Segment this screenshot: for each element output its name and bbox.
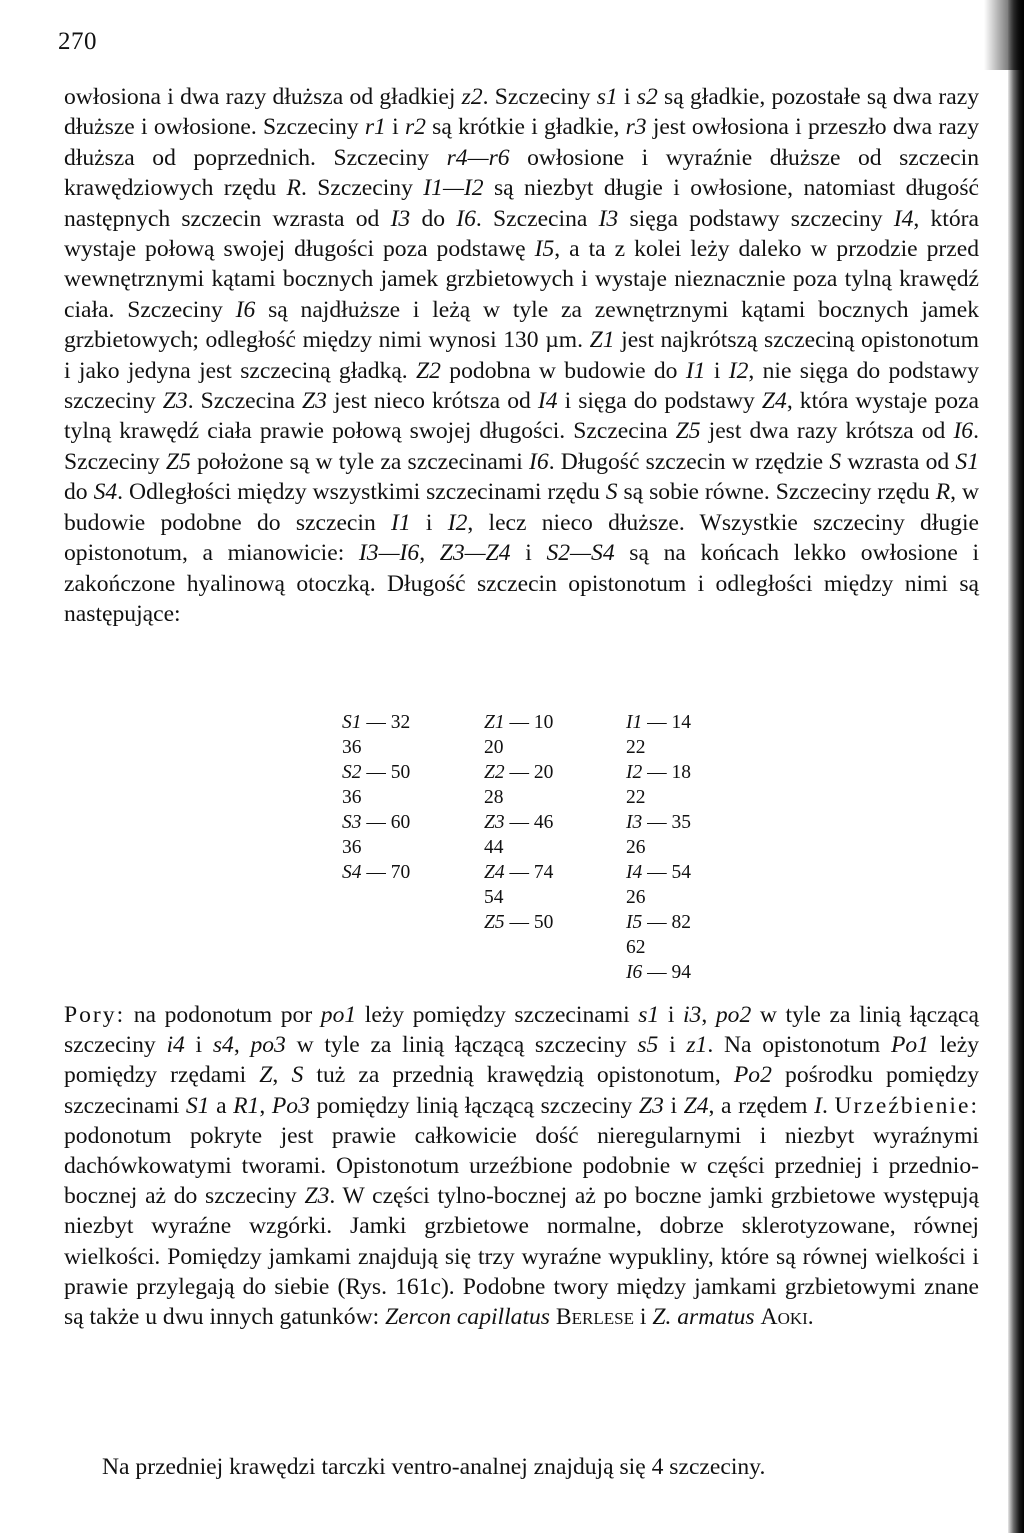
seta-length-entry bbox=[626, 910, 726, 935]
text-run: , w budowie podobne do szczecin bbox=[64, 479, 980, 536]
text-run: s1 bbox=[638, 1002, 660, 1028]
text-run: Z3 bbox=[638, 1092, 664, 1119]
text-run: Z5 bbox=[675, 418, 701, 445]
seta-length-entry bbox=[484, 860, 626, 885]
seta-distance-value: 22 bbox=[626, 787, 646, 808]
text-run: S bbox=[291, 1062, 304, 1089]
seta-name: I3 bbox=[626, 812, 643, 833]
seta-length-value: 18 bbox=[671, 762, 691, 783]
dash-separator: — bbox=[642, 912, 672, 933]
text-run: . bbox=[807, 1304, 814, 1331]
text-run: i sięga do podstawy bbox=[557, 388, 762, 415]
text-run: S1 bbox=[185, 1092, 210, 1119]
seta-name: Z4 bbox=[484, 862, 505, 883]
seta-distance-entry bbox=[484, 835, 626, 860]
seta-length-entry bbox=[484, 710, 626, 735]
text-run: Aoki bbox=[760, 1304, 808, 1331]
seta-distance-value: 36 bbox=[342, 787, 362, 808]
text-run: . Szczecina bbox=[187, 388, 303, 415]
text-run: . Szczeciny bbox=[300, 175, 424, 202]
text-run: , która wystaje połową swojej długości poza podstawę bbox=[64, 205, 979, 263]
text-run: na podonotum por bbox=[125, 1002, 321, 1028]
seta-distance-value: 44 bbox=[484, 837, 504, 858]
text-run: Urzeźbienie: bbox=[834, 1092, 979, 1119]
text-run: , bbox=[272, 1062, 292, 1089]
seta-length-value: 60 bbox=[390, 812, 411, 833]
text-run: owłosione i wyraźnie dłuższe od szczecin krawędziowych rzędu bbox=[64, 144, 979, 202]
text-run: Z3 bbox=[302, 388, 327, 415]
paragraph-pores-sculpture bbox=[64, 1000, 979, 1332]
text-run: Z2 bbox=[416, 357, 441, 384]
text-run: jest owłosiona i przeszło dwa razy dłuższa od poprzednich. Szczeciny bbox=[64, 114, 979, 171]
text-run: Z4 bbox=[683, 1092, 709, 1119]
seta-length-entry bbox=[342, 760, 484, 785]
seta-length-value: 94 bbox=[671, 962, 691, 983]
dash-separator: — bbox=[504, 862, 534, 883]
dash-separator: — bbox=[642, 762, 672, 783]
text-run: z1 bbox=[686, 1032, 708, 1059]
seta-name: I4 bbox=[626, 862, 643, 883]
text-run: wzrasta od bbox=[841, 448, 956, 475]
text-run: r4—r6 bbox=[446, 144, 510, 171]
text-run: jest nieco krótsza od bbox=[326, 388, 538, 415]
text-run: , bbox=[701, 1002, 716, 1028]
column-i-setae bbox=[626, 710, 726, 985]
dash-separator: — bbox=[642, 712, 672, 733]
text-run: pomiędzy linią łączącą szczeciny bbox=[309, 1092, 639, 1119]
seta-distance-entry bbox=[342, 735, 484, 760]
dash-separator: — bbox=[361, 712, 391, 733]
seta-length-value: 50 bbox=[390, 762, 411, 783]
text-run: I5 bbox=[534, 236, 555, 263]
seta-length-value: 74 bbox=[533, 862, 554, 883]
seta-length-value: 46 bbox=[533, 812, 554, 833]
seta-length-entry bbox=[626, 760, 726, 785]
text-run: podonotum pokryte jest prawie całkowicie dość nieregularnymi i niezbyt wyraźnymi dachówkowatymi tworami. Opistonotum urzeźbione podobnie w części przedniej i przednio-bocznej aż do szczeciny bbox=[64, 1122, 979, 1210]
text-run: są sobie równe. Szczeciny rzędu bbox=[617, 479, 936, 506]
seta-name: S2 bbox=[342, 762, 362, 783]
seta-name: I6 bbox=[626, 962, 643, 983]
text-run: w tyle za linią łączącą szczeciny bbox=[285, 1032, 638, 1059]
text-run: po3 bbox=[250, 1032, 286, 1059]
seta-name: I2 bbox=[626, 762, 643, 783]
seta-distance-value: 36 bbox=[342, 837, 362, 858]
setae-measurement-table bbox=[342, 710, 726, 985]
text-run: w tyle za linią łączącą szczeciny bbox=[64, 1002, 979, 1059]
text-run: , która wystaje poza tylną krawędź ciała prawie połową swojej długości. Szczecina bbox=[64, 388, 980, 445]
seta-distance-entry bbox=[626, 935, 726, 960]
text-run: i bbox=[705, 357, 729, 384]
text-run: . Na opistonotum bbox=[707, 1032, 891, 1059]
seta-distance-entry bbox=[484, 885, 626, 910]
seta-name: Z3 bbox=[484, 812, 505, 833]
text-run: położone są w tyle za szczecinami bbox=[190, 448, 530, 475]
dash-separator: — bbox=[504, 912, 534, 933]
text-run: I6 bbox=[529, 448, 549, 475]
text-run: Zercon capillatus bbox=[385, 1304, 550, 1331]
scan-page-edge bbox=[1008, 0, 1024, 1533]
text-run: podobna w budowie do bbox=[440, 357, 686, 384]
column-z-setae bbox=[484, 710, 626, 985]
dash-separator: — bbox=[361, 762, 391, 783]
text-run: I3 bbox=[598, 205, 619, 232]
text-run: Po1 bbox=[890, 1032, 929, 1059]
text-run: S1 bbox=[955, 448, 979, 475]
text-run: jest dwa razy krótsza od bbox=[700, 418, 954, 445]
text-run: Z3 bbox=[304, 1183, 330, 1210]
text-run: . bbox=[821, 1092, 835, 1119]
text-run: i4 bbox=[166, 1032, 185, 1059]
seta-distance-value: 28 bbox=[484, 787, 504, 808]
text-run: r1 bbox=[364, 114, 386, 141]
seta-length-value: 14 bbox=[671, 712, 691, 733]
text-run: I1 bbox=[391, 509, 411, 536]
seta-length-entry bbox=[484, 760, 626, 785]
text-run: i3 bbox=[683, 1002, 702, 1028]
seta-distance-value: 22 bbox=[626, 737, 646, 758]
text-run: i bbox=[184, 1032, 213, 1059]
text-run: , a ta z kolei leży daleko w przodzie przed wewnętrznymi kątami bocznych jamek grzbietowych i wystaje nieznacznie poza tylną krawędź ciała. Szczeciny bbox=[64, 236, 979, 323]
text-run: . Szczeciny bbox=[64, 418, 979, 475]
seta-distance-entry bbox=[626, 835, 726, 860]
text-run: Po3 bbox=[271, 1092, 310, 1119]
seta-length-value: 32 bbox=[390, 712, 411, 733]
seta-length-entry bbox=[626, 810, 726, 835]
text-run: R bbox=[286, 175, 301, 202]
seta-name: I5 bbox=[626, 912, 643, 933]
text-run: a bbox=[209, 1092, 234, 1119]
text-run: są niezbyt długie i owłosione, natomiast długość następnych szczecin wzrasta od bbox=[64, 175, 980, 232]
text-run: po2 bbox=[715, 1002, 752, 1028]
text-run: tuż za przednią krawędzią opistonotum, bbox=[303, 1062, 734, 1089]
text-run: Z5 bbox=[165, 448, 191, 475]
text-run: s2 bbox=[636, 84, 658, 110]
seta-distance-entry bbox=[626, 785, 726, 810]
text-run: I4 bbox=[537, 388, 558, 415]
seta-distance-entry bbox=[626, 885, 726, 910]
scan-page-edge-top bbox=[984, 0, 1024, 70]
text-run: s1 bbox=[596, 84, 618, 110]
text-run: S4 bbox=[93, 479, 118, 506]
dash-separator: — bbox=[361, 812, 391, 833]
text-run: , bbox=[259, 1092, 272, 1119]
paragraph-ventro-anal: Na przedniej krawędzi tarczki ventro-analnej znajdują się 4 szczeciny. bbox=[102, 1454, 766, 1480]
text-run: i bbox=[410, 509, 448, 536]
text-run: I3—I6 bbox=[358, 540, 420, 567]
text-run: I6 bbox=[235, 296, 256, 323]
text-run: r3 bbox=[625, 114, 647, 141]
paragraph-setae-description bbox=[64, 82, 979, 629]
seta-name: S3 bbox=[342, 812, 362, 833]
text-run: sięga podstawy szczeciny bbox=[618, 205, 894, 232]
text-run: są najdłuższe i leżą w tyle za zewnętrznymi kątami bocznych jamek grzbietowych; odległość między nimi wynosi 130 µm. bbox=[64, 296, 979, 354]
text-run: są na końcach lekko owłosione i zakończone hyalinową otoczką. Długość szczecin opistonotum i odległości między nimi są następujące: bbox=[64, 540, 979, 627]
text-run: owłosiona i dwa razy dłuższa od gładkiej bbox=[64, 84, 462, 110]
text-run: Z4 bbox=[761, 388, 787, 415]
seta-distance-value: 26 bbox=[626, 887, 646, 908]
text-run: są gładkie, pozostałe są dwa razy dłuższe i owłosione. Szczeciny bbox=[64, 84, 980, 141]
text-run: r2 bbox=[404, 114, 426, 141]
seta-length-entry bbox=[342, 810, 484, 835]
text-run: R bbox=[935, 479, 951, 506]
text-run: I2 bbox=[447, 509, 468, 536]
seta-length-value: 35 bbox=[671, 812, 691, 833]
text-run: i bbox=[658, 1032, 687, 1059]
text-run: s5 bbox=[637, 1032, 659, 1059]
dash-separator: — bbox=[504, 712, 534, 733]
text-run: z2 bbox=[461, 84, 483, 110]
seta-distance-entry bbox=[484, 735, 626, 760]
dash-separator: — bbox=[642, 962, 672, 983]
text-run: . Szczecina bbox=[475, 205, 599, 232]
text-run: Z3—Z4 bbox=[439, 540, 511, 567]
text-run: S bbox=[605, 479, 618, 506]
seta-distance-entry bbox=[342, 785, 484, 810]
seta-length-value: 20 bbox=[533, 762, 554, 783]
text-run: Pory: bbox=[64, 1002, 126, 1028]
text-run: I6 bbox=[953, 418, 974, 445]
seta-name: Z5 bbox=[484, 912, 505, 933]
dash-separator: — bbox=[642, 862, 672, 883]
text-run: jest najkrótszą szczeciną opistonotum i jako jedyna jest szczeciną gładką. bbox=[64, 327, 979, 384]
dash-separator: — bbox=[642, 812, 672, 833]
text-run: leży pomiędzy szczecinami bbox=[356, 1002, 639, 1028]
seta-distance-value: 62 bbox=[626, 937, 646, 958]
text-run: . W części tylno-bocznej aż po boczne jamki grzbietowe występują niezbyt wyraźne wzgórki. Jamki grzbietowe normalne, dobrze sklerotyzowane, równej wielkości. Pomiędzy jamkami znajdują się trzy wyraźne wypukliny, które są równej wielkości i prawie przylegają do siebie (Rys. 161c). Podobne twory między jamkami grzbietowymi znane są także u dwu innych gatunków: bbox=[64, 1183, 979, 1331]
text-run: Z. armatus bbox=[652, 1304, 755, 1331]
text-run: są krótkie i gładkie, bbox=[425, 114, 626, 141]
seta-length-entry bbox=[626, 960, 726, 985]
text-run: I2 bbox=[728, 357, 749, 384]
seta-name: S4 bbox=[342, 862, 362, 883]
text-run: i bbox=[510, 540, 547, 567]
seta-distance-value: 36 bbox=[342, 737, 362, 758]
seta-distance-entry bbox=[484, 785, 626, 810]
seta-distance-entry bbox=[626, 735, 726, 760]
text-run: . Szczeciny bbox=[482, 84, 597, 110]
column-s-setae bbox=[342, 710, 484, 985]
text-run: s4 bbox=[212, 1032, 234, 1059]
text-run: S bbox=[829, 448, 842, 475]
seta-distance-value: 26 bbox=[626, 837, 646, 858]
seta-length-entry bbox=[484, 810, 626, 835]
text-run: , a rzędem bbox=[708, 1092, 815, 1119]
text-run: leży pomiędzy rzędami bbox=[64, 1032, 979, 1089]
dash-separator: — bbox=[361, 862, 391, 883]
page-number: 270 bbox=[58, 28, 97, 55]
text-run: pośrodku pomiędzy szczecinami bbox=[64, 1062, 980, 1119]
text-run: I4 bbox=[893, 205, 914, 232]
seta-length-entry bbox=[342, 710, 484, 735]
seta-length-entry bbox=[626, 710, 726, 735]
text-run: R1 bbox=[233, 1092, 260, 1119]
text-run: . Długość szczecin w rzędzie bbox=[548, 448, 830, 475]
text-run: do bbox=[64, 479, 94, 506]
text-run: I6 bbox=[456, 205, 476, 232]
seta-name: Z2 bbox=[484, 762, 505, 783]
seta-distance-value: 20 bbox=[484, 737, 504, 758]
seta-length-value: 82 bbox=[671, 912, 691, 933]
text-run: , bbox=[233, 1032, 251, 1059]
seta-length-entry bbox=[342, 860, 484, 885]
seta-length-entry bbox=[484, 910, 626, 935]
seta-length-value: 10 bbox=[533, 712, 554, 733]
text-run: Z1 bbox=[589, 327, 615, 354]
text-run: I3 bbox=[390, 205, 411, 232]
text-run: i bbox=[617, 84, 637, 110]
text-run: . Odległości między wszystkimi szczecinami rzędu bbox=[117, 479, 606, 506]
text-run: , lecz nieco dłuższe. Wszystkie szczeciny długie opistonotum, a mianowicie: bbox=[64, 509, 979, 567]
text-run: I bbox=[814, 1092, 822, 1119]
seta-length-value: 50 bbox=[533, 912, 554, 933]
text-run: Z3 bbox=[162, 388, 188, 415]
text-run: i bbox=[659, 1002, 683, 1028]
text-run: S2—S4 bbox=[546, 540, 615, 567]
text-run: po1 bbox=[320, 1002, 357, 1028]
seta-name: I1 bbox=[626, 712, 643, 733]
text-run: I1—I2 bbox=[423, 175, 484, 202]
text-run: I1 bbox=[685, 357, 706, 384]
seta-length-entry bbox=[626, 860, 726, 885]
text-run: i bbox=[633, 1304, 653, 1331]
text-run: , nie sięga do podstawy szczeciny bbox=[64, 357, 979, 415]
text-run: , bbox=[419, 540, 440, 567]
text-run: do bbox=[410, 205, 457, 232]
dash-separator: — bbox=[504, 812, 534, 833]
seta-length-value: 54 bbox=[671, 862, 691, 883]
seta-distance-entry bbox=[342, 835, 484, 860]
dash-separator: — bbox=[504, 762, 534, 783]
text-run: Z bbox=[259, 1062, 273, 1089]
seta-name: Z1 bbox=[484, 712, 505, 733]
text-run: Berlese bbox=[555, 1304, 634, 1331]
text-run: i bbox=[385, 114, 405, 141]
text-run: i bbox=[663, 1092, 684, 1119]
seta-length-value: 70 bbox=[390, 862, 411, 883]
text-run: Po2 bbox=[733, 1062, 772, 1089]
seta-name: S1 bbox=[342, 712, 362, 733]
seta-distance-value: 54 bbox=[484, 887, 504, 908]
